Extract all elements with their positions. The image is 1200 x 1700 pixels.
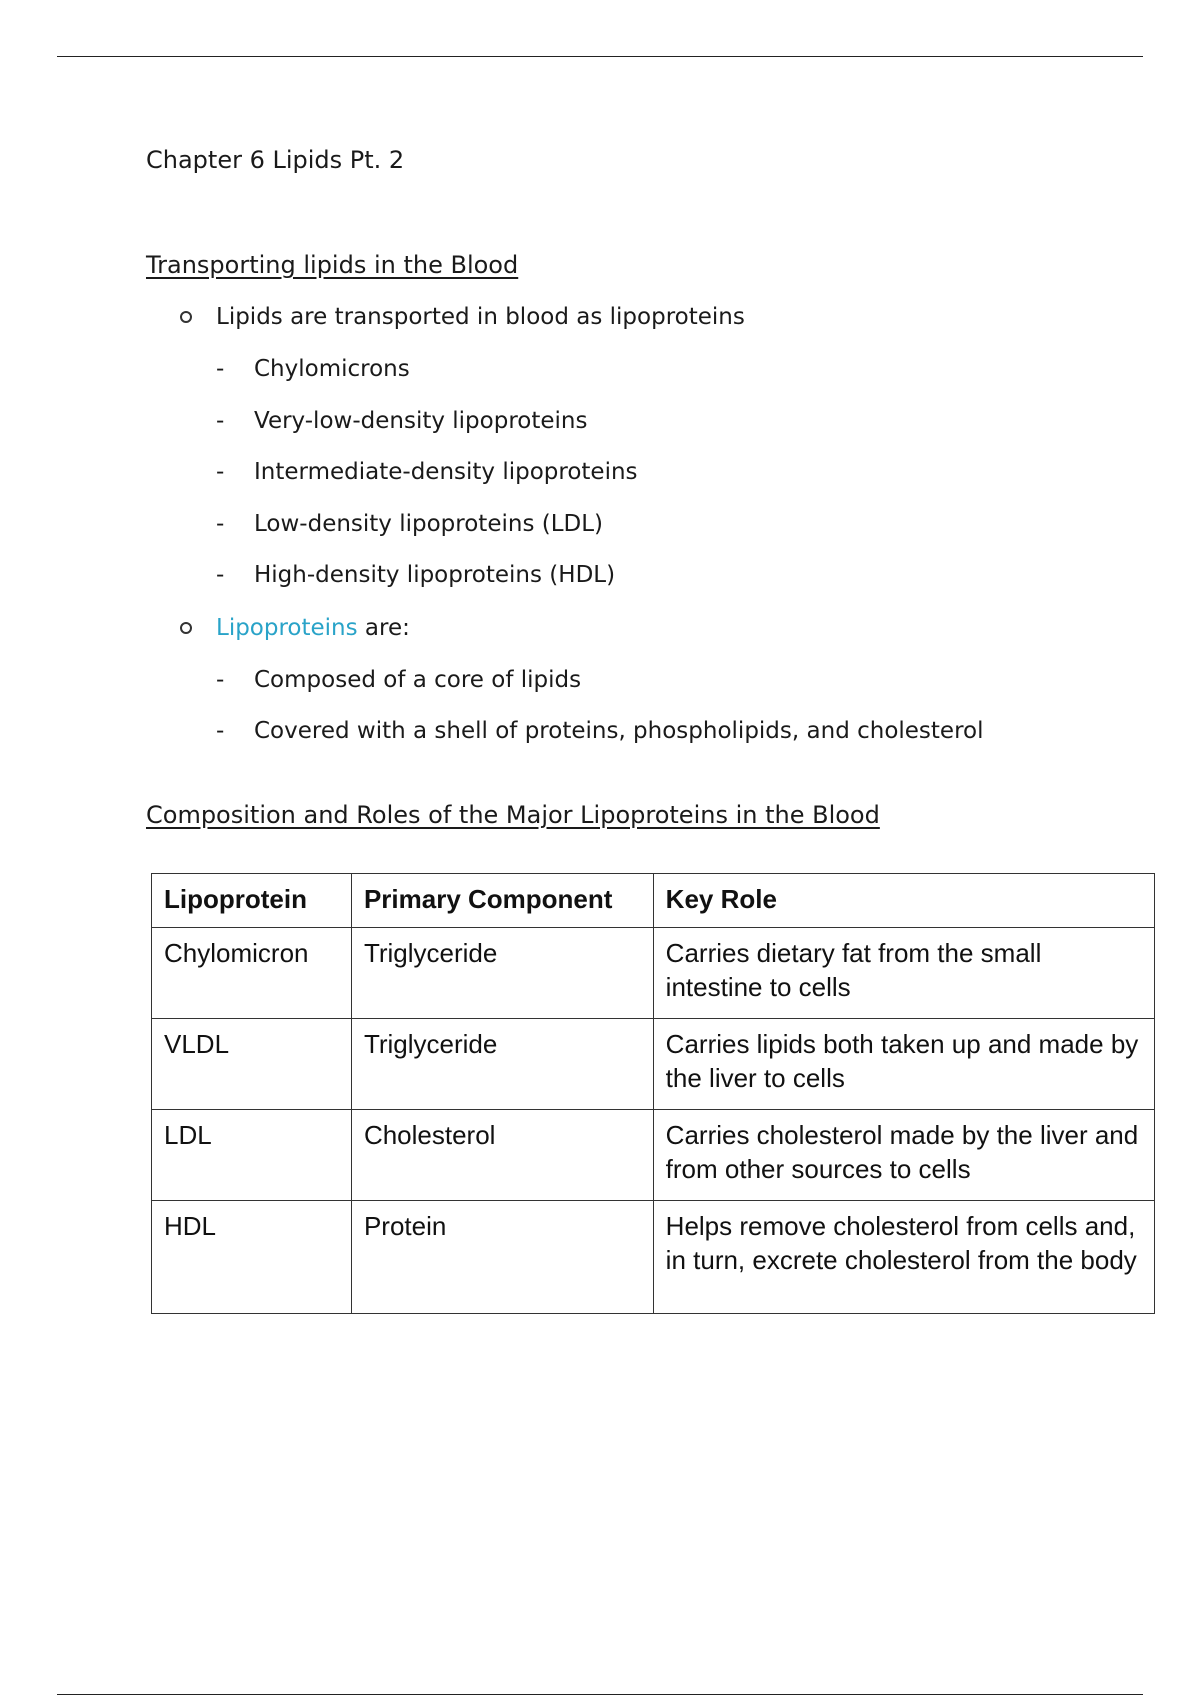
bullet-item: [180, 615, 410, 641]
bullet-item: [180, 304, 745, 330]
sub-list-item: [216, 459, 638, 485]
sub-item-text: Low-density lipoproteins (LDL): [254, 511, 604, 537]
sub-list-item: [216, 562, 615, 588]
dash-icon: -: [216, 667, 225, 693]
dash-icon: -: [216, 718, 225, 744]
dash-icon: -: [216, 356, 225, 382]
table-row: [152, 1201, 1155, 1314]
dash-icon: -: [216, 408, 225, 434]
table-cell: HDL: [152, 1201, 352, 1314]
table-cell: Protein: [351, 1201, 653, 1314]
lipoproteins-link[interactable]: Lipoproteins: [216, 615, 358, 641]
dash-icon: -: [216, 562, 225, 588]
table-cell: Carries cholesterol made by the liver and from other sources to cells: [653, 1110, 1154, 1201]
sub-list-item: [216, 356, 410, 382]
table-header: Lipoprotein: [152, 874, 352, 928]
sub-item-text: Intermediate-density lipoproteins: [254, 459, 638, 485]
circle-bullet-icon: [180, 311, 192, 323]
table-row: [152, 1110, 1155, 1201]
sub-item-text: Covered with a shell of proteins, phospholipids, and cholesterol: [254, 718, 984, 744]
circle-bullet-icon: [180, 622, 192, 634]
table-cell: Carries dietary fat from the small intestine to cells: [653, 928, 1154, 1019]
table-row: [152, 928, 1155, 1019]
table-cell: Chylomicron: [152, 928, 352, 1019]
table-header: Primary Component: [351, 874, 653, 928]
table-cell: Helps remove cholesterol from cells and, in turn, excrete cholesterol from the body: [653, 1201, 1154, 1314]
table-cell: Triglyceride: [351, 1019, 653, 1110]
table-cell: Carries lipids both taken up and made by the liver to cells: [653, 1019, 1154, 1110]
sub-list-item: [216, 511, 603, 537]
dash-icon: -: [216, 459, 225, 485]
page-title: Chapter 6 Lipids Pt. 2: [146, 146, 405, 174]
sub-list-item: [216, 718, 984, 744]
table-header-row: [152, 874, 1155, 928]
sub-list-item: [216, 667, 581, 693]
bullet-text: are:: [357, 615, 410, 641]
sub-item-text: High-density lipoproteins (HDL): [254, 562, 616, 588]
table-cell: LDL: [152, 1110, 352, 1201]
page-bottom-rule: [57, 1694, 1143, 1695]
section-heading-transport: Transporting lipids in the Blood: [146, 251, 519, 279]
lipoprotein-table: [151, 873, 1155, 1314]
sub-item-text: Composed of a core of lipids: [254, 667, 582, 693]
table-header: Key Role: [653, 874, 1154, 928]
table-cell: Cholesterol: [351, 1110, 653, 1201]
sub-item-text: Chylomicrons: [254, 356, 410, 382]
section-heading-composition: Composition and Roles of the Major Lipoproteins in the Blood: [146, 801, 880, 829]
bullet-text: Lipids are transported in blood as lipoproteins: [216, 304, 745, 330]
page-top-rule: [57, 56, 1143, 57]
dash-icon: -: [216, 511, 225, 537]
table-cell: Triglyceride: [351, 928, 653, 1019]
sub-list-item: [216, 408, 587, 434]
table-cell: VLDL: [152, 1019, 352, 1110]
table-row: [152, 1019, 1155, 1110]
sub-item-text: Very-low-density lipoproteins: [254, 408, 588, 434]
